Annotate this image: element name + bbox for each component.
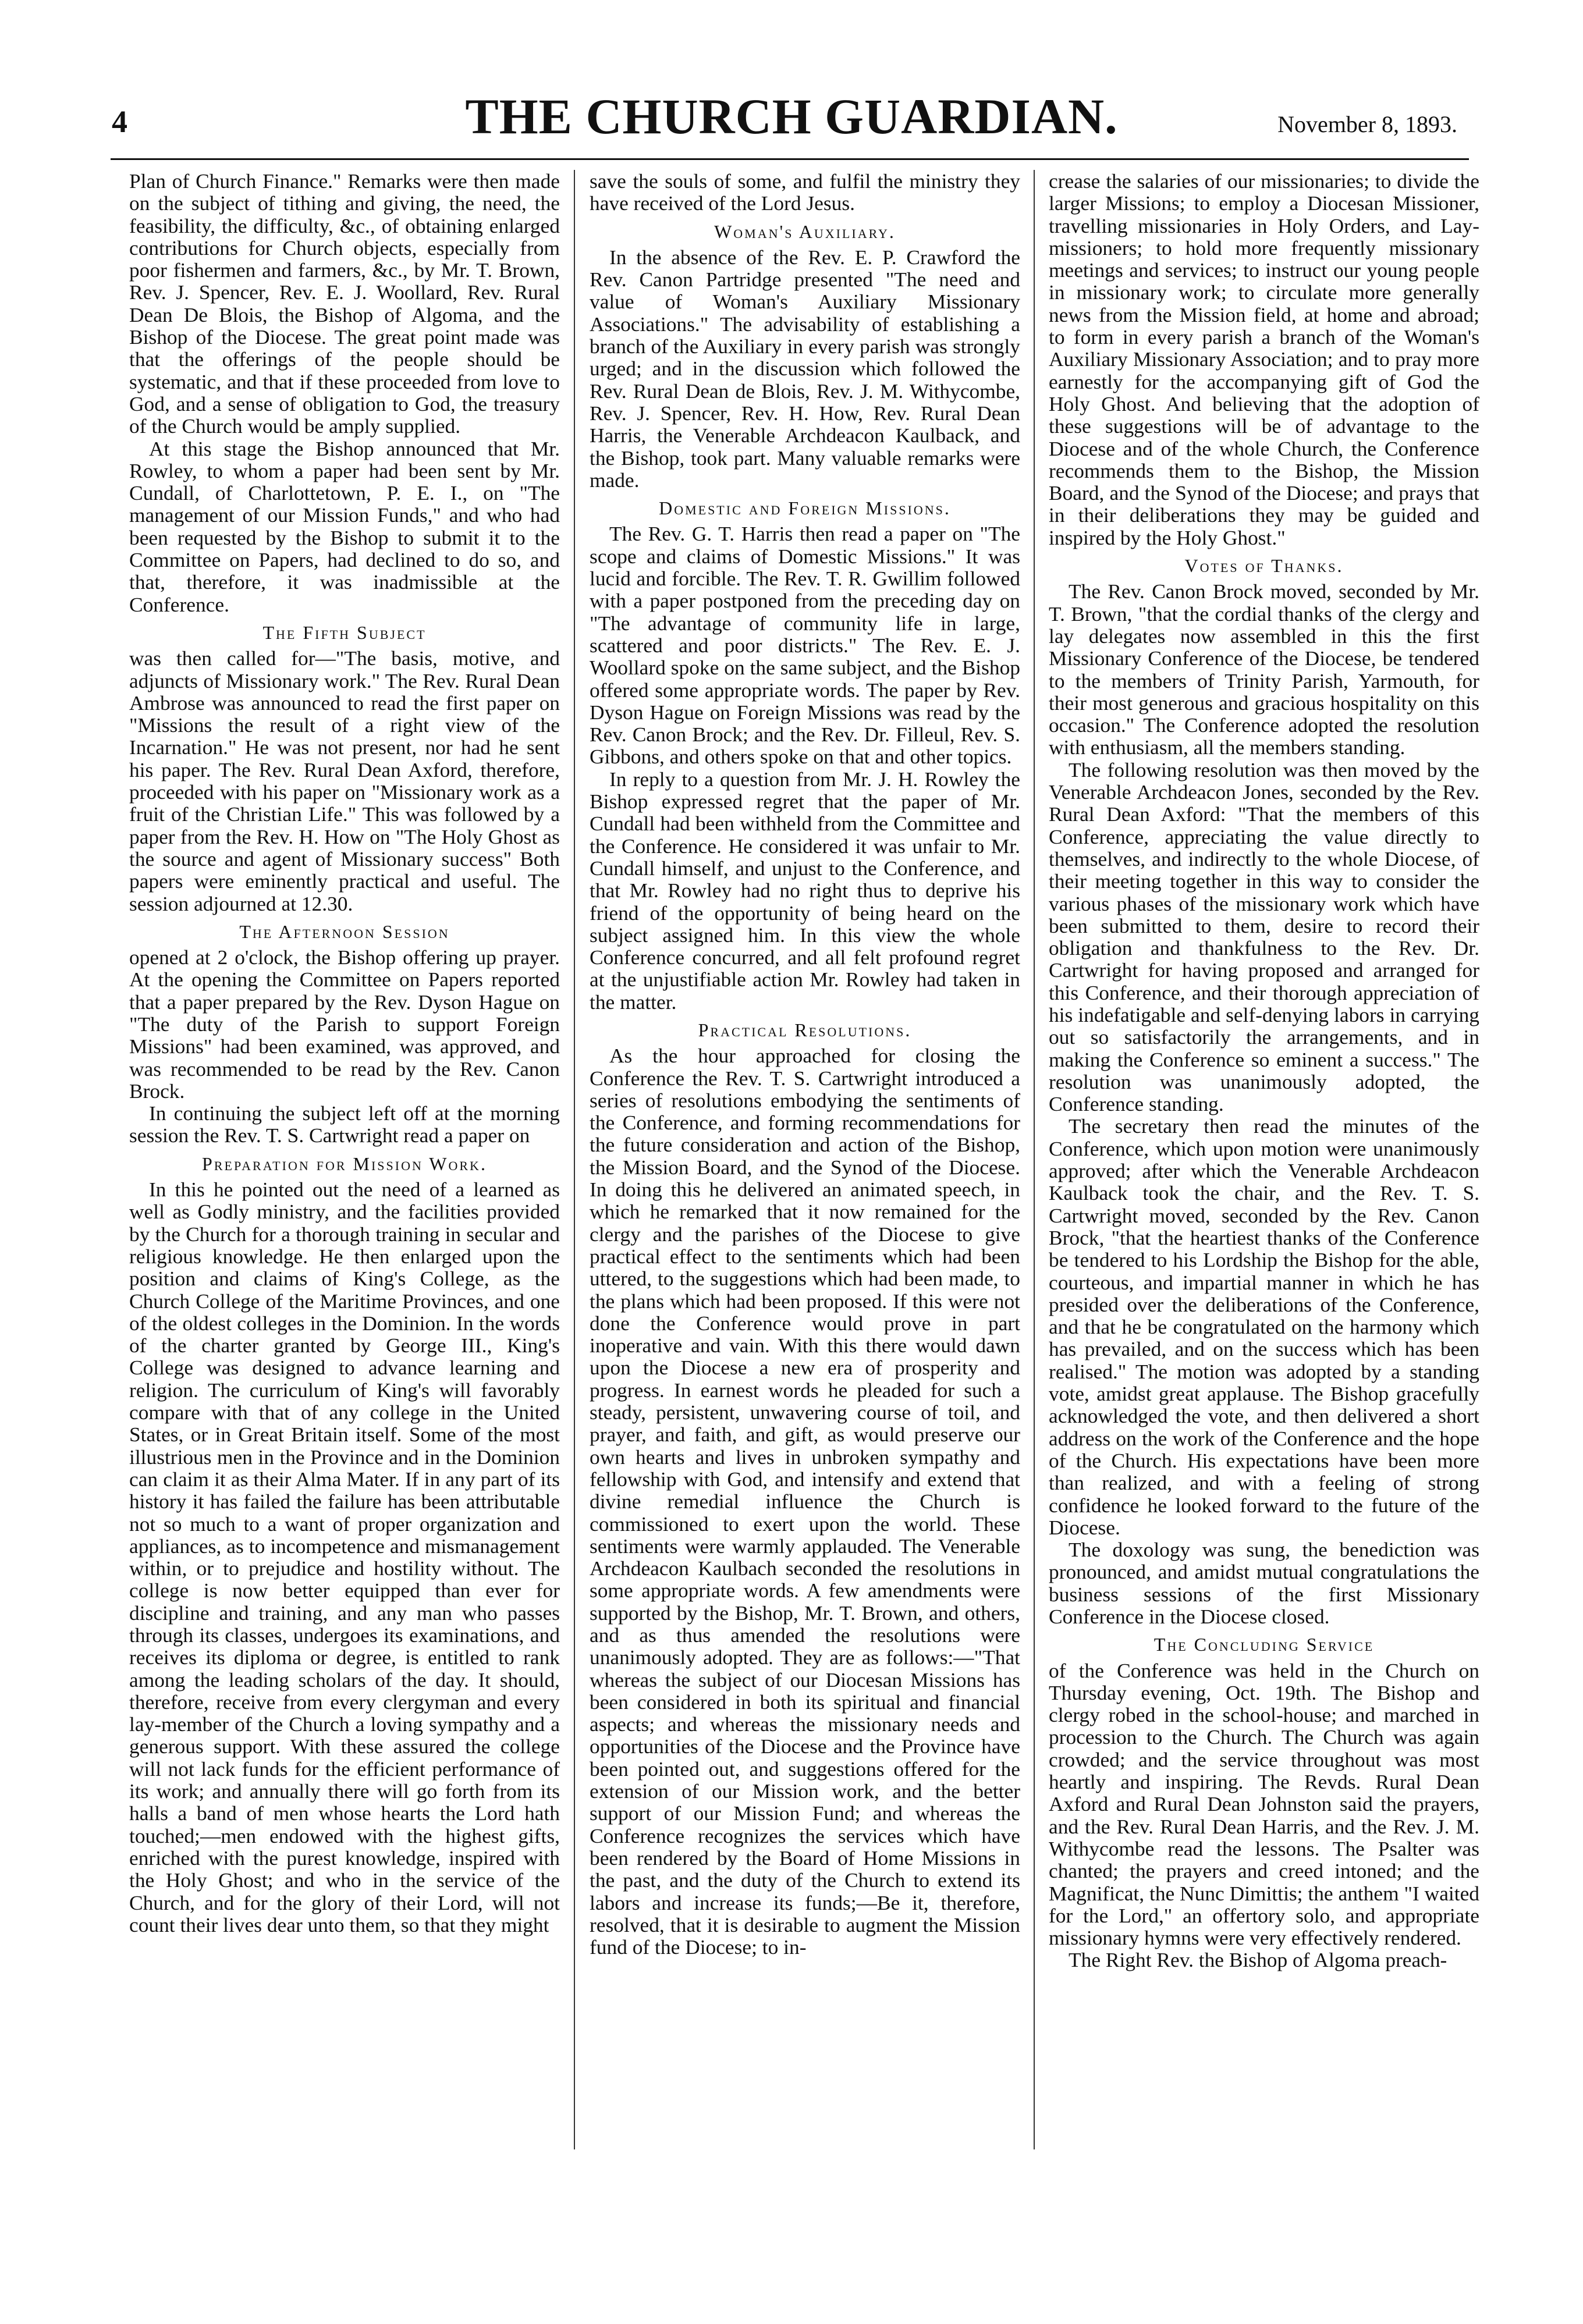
paragraph: The Rev. G. T. Harris then read a paper on "The scope and claims of Domestic Missions." It was lucid and forcible. The Rev. T. R. Gwillim followed with a paper postponed from the preceding day on "The advantage of community life in large, scattered and poor districts." The Rev. E. J. Woollard spoke on the same subject, and the Bishop offered some appropriate words. The paper by Rev. Dyson Hague on Foreign Missions was read by the Rev. Canon Brock; and the Rev. Dr. Filleul, Rev. S. Gibbons, and others spoke on that and other topics. xyxy=(590,522,1020,769)
paragraph: The secretary then read the minutes of the Conference, which upon motion were unanimously approved; after which the Venerable Archdeacon Kaulback took the chair, and the Rev. T. S. Cartwright moved, seconded by the Rev. Canon Brock, "that the heartiest thanks of the Conference be tendered to his Lordship the Bishop for the able, courteous, and impartial manner in which he has presided over the deliberations of the Conference, and that he be congratulated on the harmony which has prevailed, and on the success which has been realised." The motion was adopted by a standing vote, amidst great applause. The Bishop gracefully acknowledged the vote, and then delivered a short address on the work of the Conference and the hope of the Church. His expectations have been more than realized, and with a feeling of strong confidence he looked forward to the future of the Diocese. xyxy=(1049,1114,1479,1539)
paragraph: Plan of Church Finance." Remarks were then made on the subject of tithing and giving, the need, the feasibility, the difficulty, &c., of obtaining enlarged contributions for Church objects, especially from poor fishermen and farmers, &c., by Mr. T. Brown, Rev. J. Spencer, Rev. E. J. Woollard, Rev. Rural Dean De Blois, the Bishop of Algoma, and the Bishop of the Diocese. The great point made was that the offerings of the people should be systematic, and that if these proceeded from love to God, and a sense of obligation to God, the treasury of the Church would be amply supplied. xyxy=(129,169,560,438)
paragraph: As the hour approached for closing the Conference the Rev. T. S. Cartwright introduced a series of resolutions embodying the sentiments of the Conference, and forming recommendations for the future consideration and action of the Bishop, the Mission Board, and the Synod of the Diocese. In doing this he delivered an animated speech, in which he remarked that it now remained for the clergy and the parishes of the Diocese to give practical effect to the sentiments which had been uttered, to the suggestions which had been made, to the plans which had been proposed. If this were not done the Conference would prove in part inoperative and vain. With this there would dawn upon the Diocese a new era of prosperity and progress. In earnest words he pleaded for such a steady, persistent, unwavering course of toil, and prayer, and faith, and gift, as would preserve our own hearts and lives in unbroken sympathy and fellowship with God, and intensify and extend that divine remedial influence the Church is commissioned to exert upon the world. These sentiments were warmly applauded. The Venerable Archdeacon Kaulbach seconded the resolutions in some appropriate words. A few amendments were supported by the Bishop, Mr. T. Brown, and others, and as thus amended the resolutions were unanimously adopted. They are as follows:—"That whereas the subject of our Diocesan Missions has been considered in both its spiritual and financial aspects; and whereas the missionary needs and opportunities of the Diocese and the Province have been pointed out, and suggestions offered for the extension of our Mission work, and the better support of our Mission Fund; and whereas the Conference recognizes the services which have been rendered by the Board of Home Missions in the past, and the duty of the Church to extend its labors and increase its funds;—Be it, therefore, resolved, that it is desirable to augment the Mission fund of the Diocese; to in- xyxy=(590,1044,1020,1959)
column-divider xyxy=(574,170,575,2149)
paragraph: save the souls of some, and fulfil the ministry they have received of the Lord Jesus. xyxy=(590,169,1020,215)
column-2 xyxy=(590,170,1020,1958)
paragraph: was then called for—"The basis, motive, and adjuncts of Missionary work." The Rev. Rural Dean Ambrose was announced to read the first paper on "Missions the result of a right view of the Incarnation." He was not present, nor had he sent his paper. The Rev. Rural Dean Axford, therefore, proceeded with his paper on "Missionary work as a fruit of the Christian Life." This was followed by a paper from the Rev. H. How on "The Holy Ghost as the source and agent of Missionary success" Both papers were eminently practical and useful. The session adjourned at 12.30. xyxy=(129,646,560,915)
page-number: 4 xyxy=(112,104,127,139)
section-heading: Woman's Auxiliary. xyxy=(714,221,896,242)
paragraph: opened at 2 o'clock, the Bishop offering up prayer. At the opening the Committee on Papers reported that a paper prepared by the Rev. Dyson Hague on "The duty of the Parish to support Foreign Missions" had been examined, was approved, and was recommended to be read by the Rev. Canon Brock. xyxy=(129,946,560,1103)
section-heading: Domestic and Foreign Missions. xyxy=(659,498,951,519)
paragraph: The Rev. Canon Brock moved, seconded by Mr. T. Brown, "that the cordial thanks of the clergy and lay delegates now assembled in this the first Missionary Conference of the Diocese, be tendered to the members of Trinity Parish, Yarmouth, for their most generous and gracious hospitality on this occasion." The Conference adopted the resolution with enthusiasm, all the members standing. xyxy=(1049,580,1479,759)
masthead-title: THE CHURCH GUARDIAN. xyxy=(465,88,1118,144)
section-heading: Preparation for Mission Work. xyxy=(202,1153,487,1174)
column-1 xyxy=(129,170,560,1936)
paragraph: In continuing the subject left off at the morning session the Rev. T. S. Cartwright read a paper on xyxy=(129,1101,560,1147)
section-heading: The Concluding Service xyxy=(1153,1634,1375,1655)
column-3 xyxy=(1049,170,1479,1971)
issue-date: November 8, 1893. xyxy=(1277,111,1457,137)
paragraph: of the Conference was held in the Church on Thursday evening, Oct. 19th. The Bishop and clergy robed in the school-house; and marched in procession to the Church. The Church was again crowded; and the service throughout was most heartly and inspiring. The Revds. Rural Dean Axford and Rural Dean Johnston said the prayers, and the Rev. Rural Dean Harris, and the Rev. J. M. Withycombe read the lessons. The Psalter was chanted; the prayers and creed intoned; and the Magnificat, the Nunc Dimittis; the anthem "I waited for the Lord," an offertory solo, and appropriate missionary hymns were very effectively rendered. xyxy=(1049,1658,1479,1950)
paragraph: In this he pointed out the need of a learned as well as Godly ministry, and the facilities provided by the Church for a thorough training in secular and religious knowledge. He then enlarged upon the position and claims of King's College, as the Church College of the Maritime Provinces, and one of the oldest colleges in the Dominion. In the words of the charter granted by George III., King's College was designed to advance learning and religion. The curriculum of King's will favorably compare with that of any college in the United States, or in Great Britain itself. Some of the most illustrious men in the Province and in the Dominion can claim it as their Alma Mater. If in any part of its history it has failed the failure has been attributable not so much to a want of proper organization and appliances, as to incompetence and mismanagement within, or to prejudice and hostility without. The college is now better equipped than ever for discipline and training, and any man who passes through its classes, undergoes its examinations, and receives its diploma or degree, is entitled to rank among the leading scholars of the day. It should, therefore, receive from every clergyman and every lay-member of the Church a loving sympathy and a generous support. With these assured the college will not lack funds for the efficient performance of its work; and annually there will go forth from its halls a band of men whose hearts the Lord hath touched;—men endowed with the highest gifts, enriched with the purest knowledge, inspired with the Holy Ghost; and who in the service of the Church, and for the glory of their Lord, will not count their lives dear unto them, so that they might xyxy=(129,1178,560,1936)
paragraph: crease the salaries of our missionaries; to divide the larger Missions; to employ a Diocesan Missioner, travelling missionaries in Holy Orders, and Lay-missioners; to hold more frequently missionary meetings and services; to instruct our young people in missionary work; to circulate more generally news from the Mission field, at home and abroad; to form in every parish a branch of the Woman's Auxiliary Missionary Association; and to pray more earnestly for the accompanying gift of God the Holy Ghost. And believing that the adoption of these suggestions will be of advantage to the Diocese and of the whole Church, the Conference recommends them to the Bishop, the Mission Board, and the Synod of the Diocese; and prays that in their deliberations they may be guided and inspired by the Holy Ghost." xyxy=(1049,169,1479,549)
column-divider xyxy=(1034,170,1035,2149)
section-heading: The Afternoon Session xyxy=(239,921,450,942)
paragraph: In the absence of the Rev. E. P. Crawford the Rev. Canon Partridge presented "The need and value of Woman's Auxiliary Missionary Associations." The advisability of establishing a branch of the Auxiliary in every parish was strongly urged; and in the discussion which followed the Rev. Rural Dean de Blois, Rev. J. M. Withycombe, Rev. J. Spencer, Rev. H. How, Rev. Rural Dean Harris, the Venerable Archdeacon Kaulback, and the Bishop, took part. Many valuable remarks were made. xyxy=(590,245,1020,492)
paragraph: At this stage the Bishop announced that Mr. Rowley, to whom a paper had been sent by Mr. Cundall, of Charlottetown, P. E. I., on "The management of our Mission Funds," and who had been requested by the Bishop to submit it to the Committee on Papers, had declined to do so, and that, therefore, it was inadmissible at the Conference. xyxy=(129,436,560,616)
paragraph: The following resolution was then moved by the Venerable Archdeacon Jones, seconded by the Rev. Rural Dean Axford: "That the members of this Conference, appreciating the value directly to themselves, and indirectly to the whole Diocese, of their meeting together in this way to consider the various phases of the missionary work which have been submitted to them, desire to record their obligation and thankfulness to the Rev. Dr. Cartwright for having proposed and arranged for this Conference, and their thorough appreciation of his indefatigable and self-denying labors in carrying out so satisfactorily the arrangements, and in making the Conference so eminent a success." The resolution was unanimously adopted, the Conference standing. xyxy=(1049,758,1479,1116)
paragraph: The Right Rev. the Bishop of Algoma preach- xyxy=(1069,1948,1447,1972)
section-heading: Practical Resolutions. xyxy=(698,1019,912,1040)
header-rule xyxy=(111,158,1469,160)
paragraph: The doxology was sung, the benediction was pronounced, and amidst mutual congratulations the business sessions of the first Missionary Conference in the Diocese closed. xyxy=(1049,1538,1479,1628)
paragraph: In reply to a question from Mr. J. H. Rowley the Bishop expressed regret that the paper of Mr. Cundall had been withheld from the Committee and the Conference. He considered it was unfair to Mr. Cundall himself, and unjust to the Conference, and that Mr. Rowley had no right thus to deprive his friend of the opportunity of being heard on the subject assigned him. In this view the whole Conference concurred, and all felt profound regret at the unjustifiable action Mr. Rowley had taken in the matter. xyxy=(590,767,1020,1014)
section-heading: Votes of Thanks. xyxy=(1184,555,1344,577)
section-heading: The Fifth Subject xyxy=(262,621,427,643)
